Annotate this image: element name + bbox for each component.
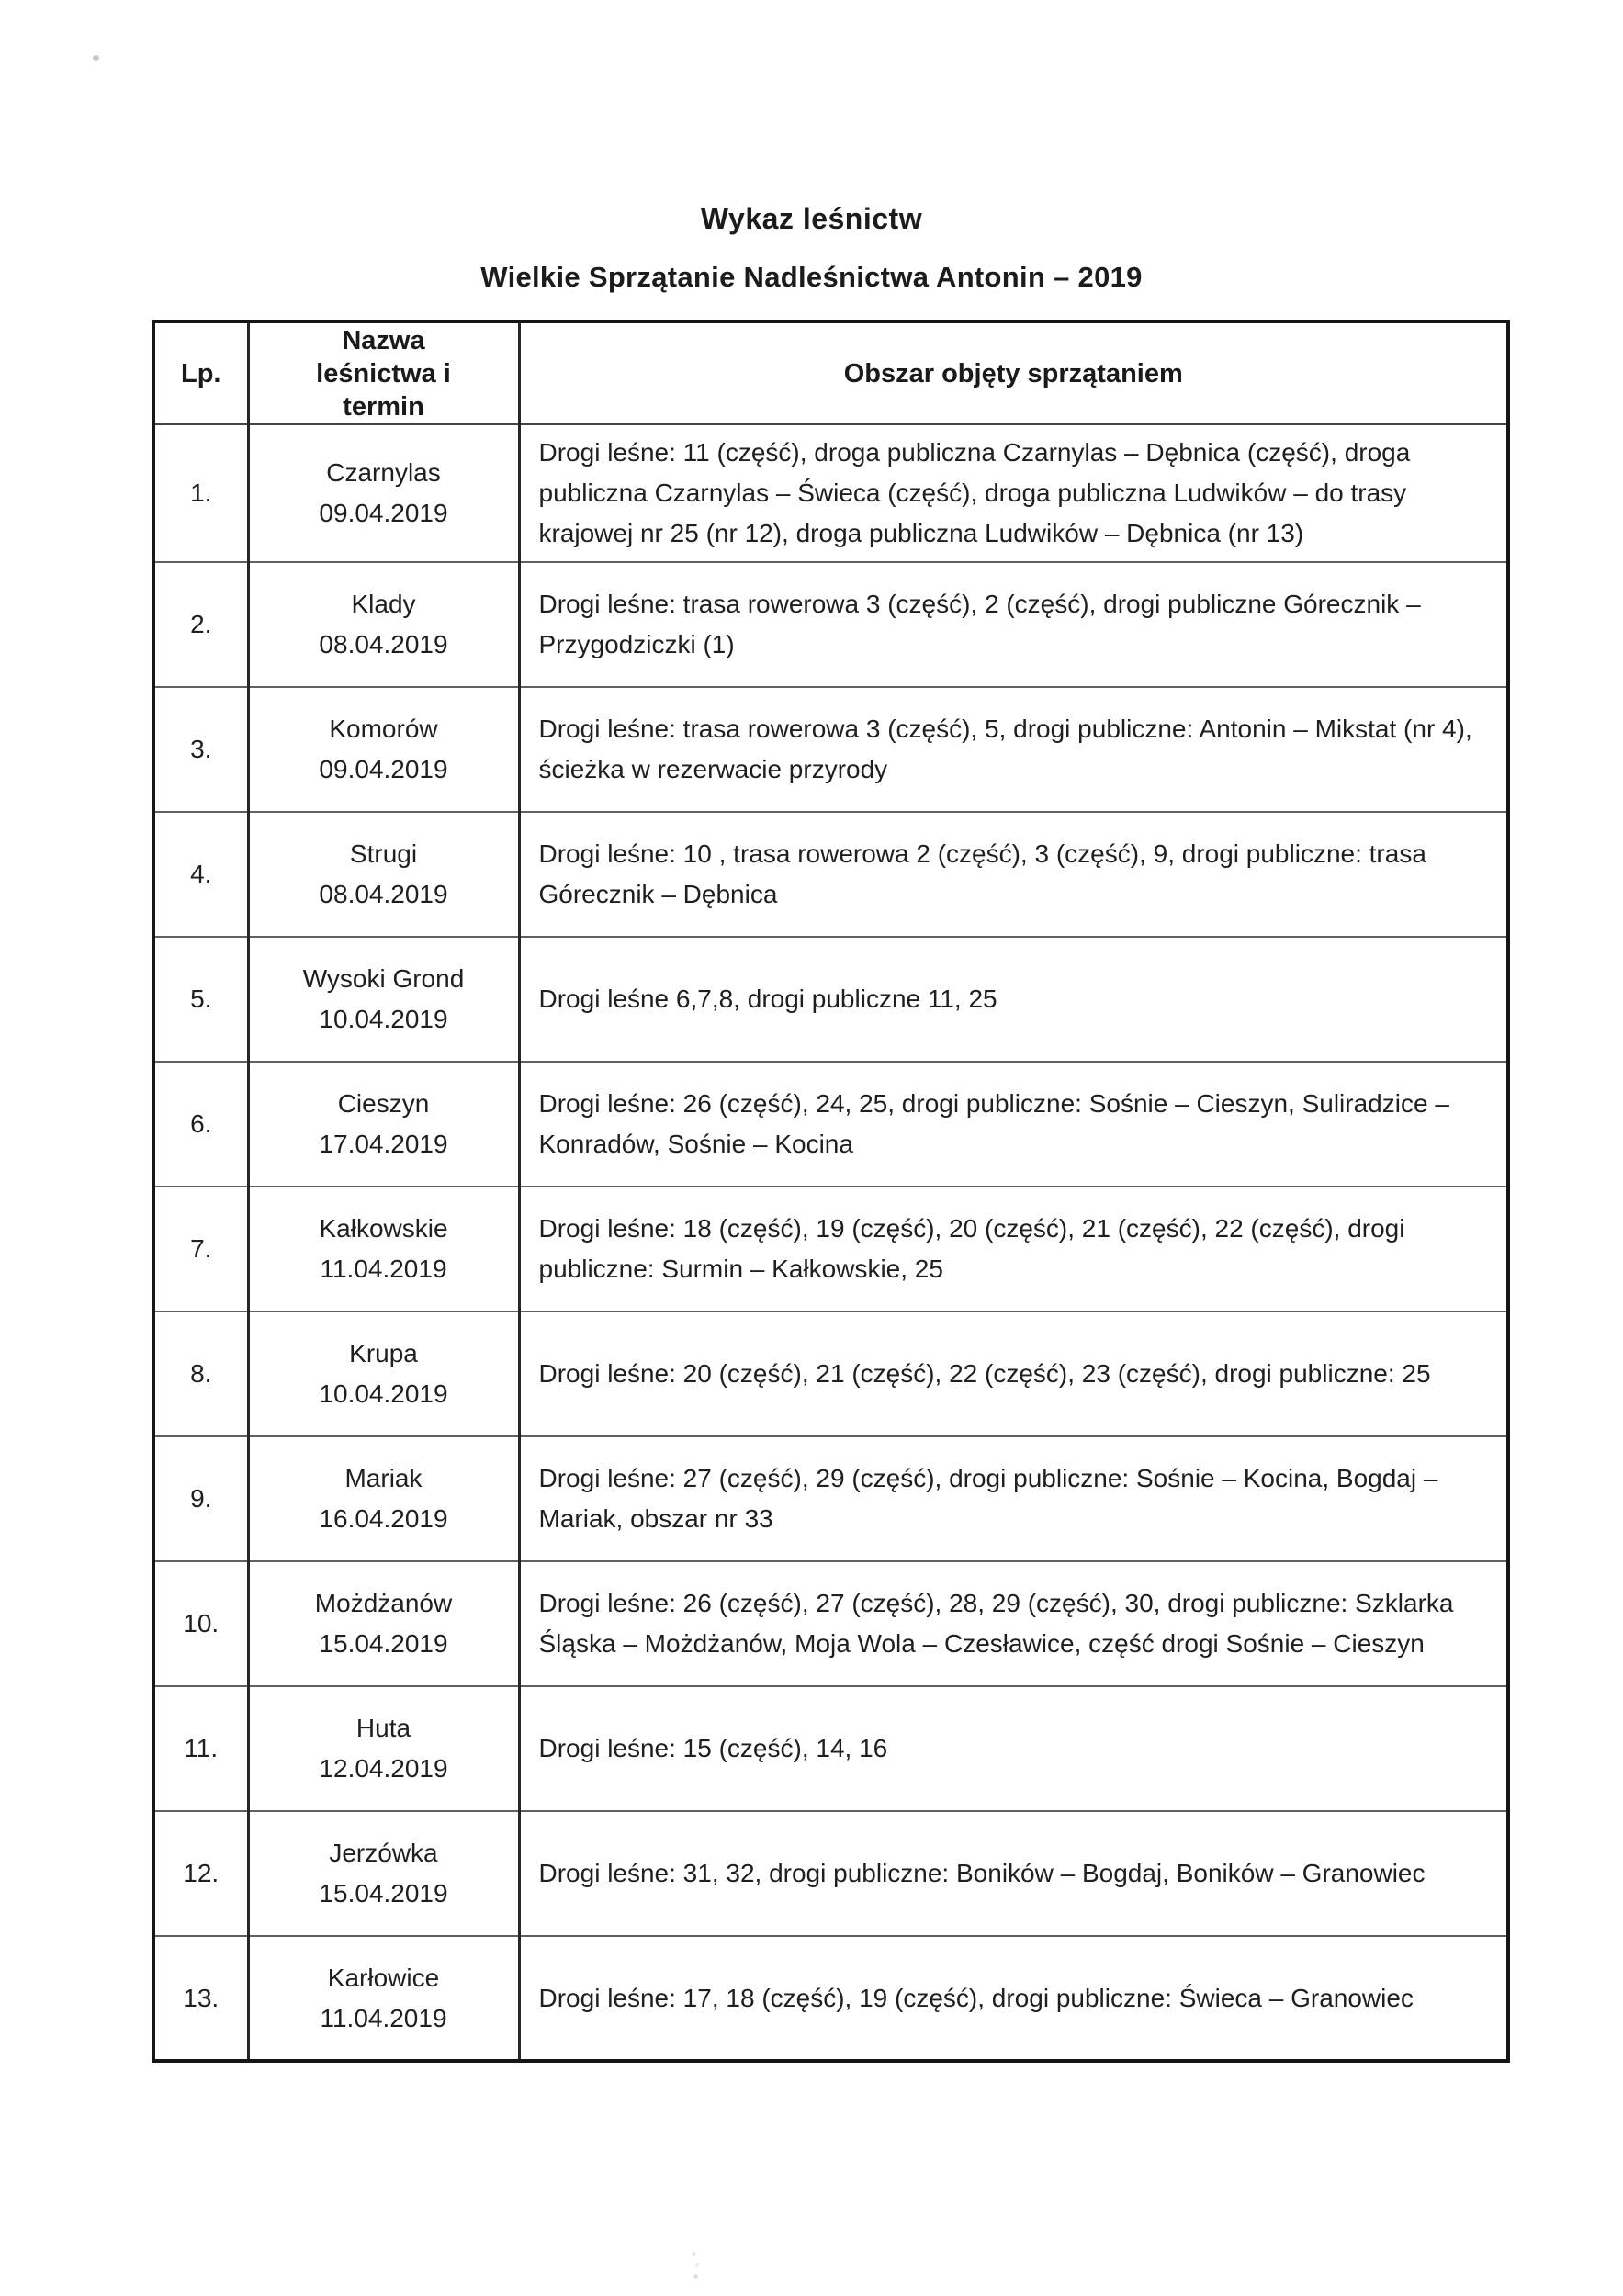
- forestry-name-cell: [248, 1561, 519, 1686]
- table-body: [153, 424, 1508, 2061]
- cleanup-area: Drogi leśne: 17, 18 (część), 19 (część), drogi publiczne: Świeca – Granowiec: [519, 1936, 1508, 2061]
- forestry-name: Kałkowskie: [319, 1214, 448, 1243]
- cleanup-date: 09.04.2019: [319, 499, 448, 527]
- cleanup-date: 16.04.2019: [319, 1504, 448, 1533]
- cleanup-date: 09.04.2019: [319, 755, 448, 783]
- forestry-name-cell: [248, 937, 519, 1062]
- table-row: [153, 1561, 1508, 1686]
- cleanup-area: Drogi leśne: 11 (część), droga publiczna Czarnylas – Dębnica (część), droga publiczna Czarnylas – Świeca (część), droga publiczna Ludwików – do trasy krajowej nr 25 (nr 12), droga publiczna Ludwików – Dębnica (nr 13): [519, 424, 1508, 562]
- table-row: [153, 424, 1508, 562]
- table-row: [153, 1811, 1508, 1936]
- cleanup-date: 15.04.2019: [319, 1879, 448, 1908]
- table-row: [153, 1311, 1508, 1436]
- scan-artifact: [93, 55, 99, 61]
- table-row: [153, 1436, 1508, 1561]
- row-number: 10.: [153, 1561, 248, 1686]
- forestry-name-cell: [248, 1062, 519, 1187]
- cleanup-area: Drogi leśne: 18 (część), 19 (część), 20 (część), 21 (część), 22 (część), drogi publiczne: Surmin – Kałkowskie, 25: [519, 1187, 1508, 1311]
- cleanup-date: 08.04.2019: [319, 880, 448, 908]
- row-number: 2.: [153, 562, 248, 687]
- table-row: [153, 1936, 1508, 2061]
- cleanup-area: Drogi leśne: 31, 32, drogi publiczne: Boników – Bogdaj, Boników – Granowiec: [519, 1811, 1508, 1936]
- table-header: [153, 321, 1508, 424]
- table-row: [153, 562, 1508, 687]
- row-number: 3.: [153, 687, 248, 812]
- cleanup-area: Drogi leśne: 15 (część), 14, 16: [519, 1686, 1508, 1811]
- forestry-name-cell: [248, 1187, 519, 1311]
- row-number: 13.: [153, 1936, 248, 2061]
- forestry-name: Huta: [355, 1714, 411, 1742]
- forestry-name: Komorów: [329, 715, 438, 743]
- row-number: 11.: [153, 1686, 248, 1811]
- cleanup-area: Drogi leśne 6,7,8, drogi publiczne 11, 25: [519, 937, 1508, 1062]
- row-number: 8.: [153, 1311, 248, 1436]
- column-header-lp: Lp.: [153, 321, 248, 424]
- forestry-name-cell: [248, 1936, 519, 2061]
- forestry-name: Możdżanów: [314, 1589, 453, 1617]
- cleanup-date: 10.04.2019: [319, 1005, 448, 1033]
- forestry-name: Cieszyn: [337, 1089, 430, 1118]
- table-row: [153, 1062, 1508, 1187]
- cleanup-date: 08.04.2019: [319, 630, 448, 658]
- scan-artifact: [693, 2274, 698, 2279]
- row-number: 6.: [153, 1062, 248, 1187]
- cleanup-area: Drogi leśne: 10 , trasa rowerowa 2 (część), 3 (część), 9, drogi publiczne: trasa Górecznik – Dębnica: [519, 812, 1508, 937]
- cleanup-date: 12.04.2019: [319, 1754, 448, 1783]
- table-row: [153, 687, 1508, 812]
- header-row: [153, 321, 1508, 424]
- forestry-name: Wysoki Grond: [302, 964, 465, 993]
- table-row: [153, 812, 1508, 937]
- forestry-name: Strugi: [349, 839, 418, 868]
- column-header-cleanup-area: Obszar objęty sprzątaniem: [519, 321, 1508, 424]
- cleanup-date: 11.04.2019: [320, 2003, 447, 2032]
- row-number: 1.: [153, 424, 248, 562]
- row-number: 7.: [153, 1187, 248, 1311]
- forestry-name-cell: [248, 1686, 519, 1811]
- table-row: [153, 937, 1508, 1062]
- cleanup-date: 17.04.2019: [319, 1130, 448, 1158]
- scan-artifact: [695, 2263, 699, 2267]
- forestry-name-cell: [248, 1311, 519, 1436]
- cleanup-area: Drogi leśne: trasa rowerowa 3 (część), 2 (część), drogi publiczne Górecznik – Przygodziczki (1): [519, 562, 1508, 687]
- cleanup-date: 15.04.2019: [319, 1629, 448, 1658]
- row-number: 9.: [153, 1436, 248, 1561]
- forestry-name: Jerzówka: [329, 1839, 438, 1867]
- column-header-forestry-name: Nazwa leśnictwa i termin: [248, 321, 519, 424]
- forestry-name: Krupa: [349, 1339, 418, 1367]
- forestry-name-cell: [248, 1811, 519, 1936]
- cleanup-area: Drogi leśne: 20 (część), 21 (część), 22 (część), 23 (część), drogi publiczne: 25: [519, 1311, 1508, 1436]
- forestry-name-cell: [248, 424, 519, 562]
- row-number: 4.: [153, 812, 248, 937]
- forestry-name-cell: [248, 812, 519, 937]
- document-title: Wykaz leśnictw: [700, 202, 923, 235]
- forestry-name-cell: [248, 687, 519, 812]
- row-number: 12.: [153, 1811, 248, 1936]
- forestry-name: Mariak: [344, 1464, 423, 1492]
- cleanup-date: 10.04.2019: [319, 1379, 448, 1408]
- forestry-name-cell: [248, 1436, 519, 1561]
- forestry-cleanup-table: [152, 320, 1510, 2063]
- document-subtitle: Wielkie Sprzątanie Nadleśnictwa Antonin – 2019: [480, 261, 1143, 293]
- table-row: [153, 1187, 1508, 1311]
- cleanup-area: Drogi leśne: 26 (część), 27 (część), 28, 29 (część), 30, drogi publiczne: Szklarka Śląska – Możdżanów, Moja Wola – Czesławice, część drogi Sośnie – Cieszyn: [519, 1561, 1508, 1686]
- table-row: [153, 1686, 1508, 1811]
- cleanup-area: Drogi leśne: trasa rowerowa 3 (część), 5, drogi publiczne: Antonin – Mikstat (nr 4), ścieżka w rezerwacie przyrody: [519, 687, 1508, 812]
- forestry-name-cell: [248, 562, 519, 687]
- scan-artifact: [692, 2252, 696, 2256]
- cleanup-date: 11.04.2019: [320, 1255, 447, 1283]
- row-number: 5.: [153, 937, 248, 1062]
- cleanup-area: Drogi leśne: 26 (część), 24, 25, drogi publiczne: Sośnie – Cieszyn, Suliradzice – Konradów, Sośnie – Kocina: [519, 1062, 1508, 1187]
- cleanup-area: Drogi leśne: 27 (część), 29 (część), drogi publiczne: Sośnie – Kocina, Bogdaj – Mariak, obszar nr 33: [519, 1436, 1508, 1561]
- forestry-name: Klady: [351, 590, 416, 618]
- forestry-name: Czarnylas: [326, 458, 441, 487]
- forestry-name: Karłowice: [327, 1963, 440, 1992]
